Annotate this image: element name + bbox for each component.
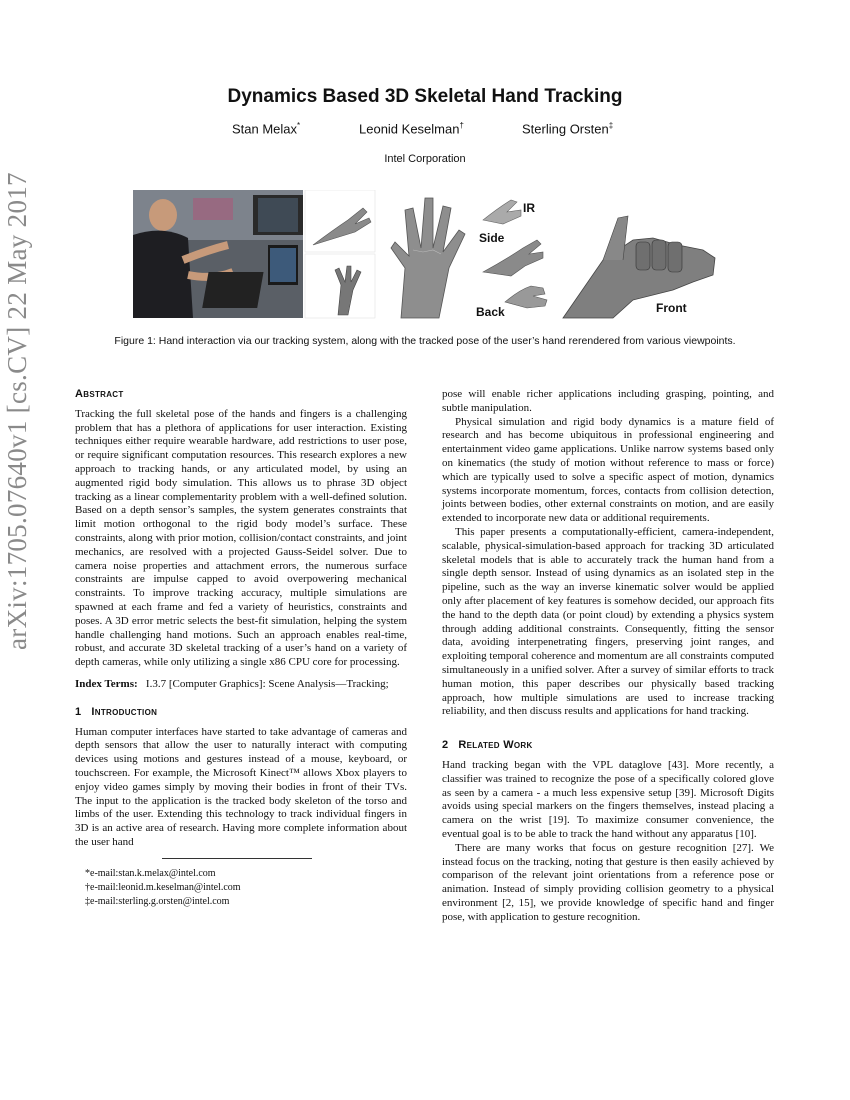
footnote-1: *e-mail:stan.k.melax@intel.com xyxy=(85,867,216,879)
intro-paragraph-3: This paper presents a computationally-efficient, camera-independent, scalable, physical-simulation-based approach for tracking 3D articulated skeletal models that is able to accurately track the human hand from a single depth sensor. Instead of using dynamics as an isolated step in the pipeline, such as the way an inverse kinematic solver would be applied only after placement of key features is somehow decided, our approach fits the hand to the depth data (or point cloud) by extending a physics system through adding additional constraints. Consequently, fitting the sensor data, avoiding interpenetrating fingers, preserving joint ranges, and exploiting temporal coherence and momentum are all constraints computed simultaneously in a unified solver. After a survey of similar efforts to track human motion, this paper describes our physically based tracking approach, how multiple simulations are used to increase tracking reliability, and then discuss results and applications for hand tracking. xyxy=(442,525,774,718)
paper-title: Dynamics Based 3D Skeletal Hand Tracking xyxy=(227,86,623,107)
footnote-3: ‡e-mail:sterling.g.orsten@intel.com xyxy=(85,895,230,907)
author-1: Stan Melax* xyxy=(232,121,301,137)
abstract-text: Tracking the full skeletal pose of the hands and fingers is a challenging problem that has a plethora of applications for user interaction. Existing techniques either require wearable hardware, add restrictions to user pose, or require significant computation resources. This research explores a new approach to tracking hands, or any articulated model, by using an augmented rigid body simulation. This allows us to phrase 3D object tracking as a linear complementarity problem with a well-defined solution. Based on a depth sensor’s samples, the system generates constraints that limit motion orthogonal to the rigid body model’s surface. These constraints, along with prior motion, collision/contact constraints, and joint mechanics, are resolved with a projected Gauss-Seidel solver. Due to camera noise properties and attachment errors, the numerous surface constraints are impulse capped to avoid overpowering mechanical constraints. To improve tracking accuracy, multiple simulations are spawned at each frame and fed a variety of heuristics, constraints and poses. A 3D error metric selects the best-fit simulation, helping the system handle challenging hand motions. Such an approach enables real-time, robust, and accurate 3D skeletal tracking of a user’s hand on a variety of depth cameras, while only utilizing a single x86 CPU core for processing. xyxy=(75,407,407,669)
hand-view-open-large xyxy=(391,198,465,318)
figure-1-hand-tracking-composite xyxy=(133,190,718,320)
arxiv-identifier-stamp: arXiv:1705.07640v1 [cs.CV] 22 May 2017 xyxy=(2,172,32,650)
intro-continuation: pose will enable richer applications including grasping, pointing, and subtle manipulation. xyxy=(442,388,774,414)
introduction-heading: 1 Introduction xyxy=(75,705,158,718)
figure-label-front: Front xyxy=(656,301,687,315)
user-photo xyxy=(133,190,303,318)
figure-caption: Figure 1: Hand interaction via our tracking system, along with the tracked pose of the user’s hand rerendered from various viewpoints. xyxy=(114,335,736,347)
footnote-2: †e-mail:leonid.m.keselman@intel.com xyxy=(85,881,241,893)
footnotes xyxy=(75,867,407,909)
left-column xyxy=(75,388,407,909)
footnote-divider xyxy=(162,858,312,859)
index-terms: Index Terms: I.3.7 [Computer Graphics]: Scene Analysis—Tracking; xyxy=(75,677,389,690)
hand-view-bottom-small xyxy=(305,254,375,318)
author-2: Leonid Keselman† xyxy=(359,121,464,137)
affiliation: Intel Corporation xyxy=(384,153,466,165)
intro-paragraph-2: Physical simulation and rigid body dynamics is a mature field of research and has become ubiquitous in professional engineering and entertainment video game applications. Unlike narrow systems based only on kinematics (the study of motion without reference to mass or force) which are typically used to solve a specific aspect of motion, dynamics systems incorporate momentum, forces, contacts from collision detection, joints between bodies, other external constraints on motion, and are easily extended to incorporate new data or additional requirements. xyxy=(442,415,774,525)
right-column xyxy=(442,388,774,924)
hand-view-side xyxy=(483,240,543,276)
abstract-heading: Abstract xyxy=(75,388,124,400)
related-work-paragraph-2: There are many works that focus on gesture recognition [27]. We instead focus on the tracking, noting that gesture is then easily achieved by comparison of the relevant joint orientations from a reference pose or animation. Instead of simply providing collision geometry to a physical environment [2, 15], we provide knowledge of specific hand and finger pose, with application to gesture recognition. xyxy=(442,841,774,923)
figure-label-ir: IR xyxy=(523,201,535,215)
figure-label-side: Side xyxy=(479,231,505,245)
hand-view-front xyxy=(563,216,715,318)
figure-label-back: Back xyxy=(476,305,505,319)
hand-view-back xyxy=(505,286,547,308)
related-work-paragraph-1: Hand tracking began with the VPL dataglove [43]. More recently, a classifier was trained to recognize the pose of a specifically colored glove as seen by a camera - a much less expensive setup [39]. Microsoft Digits avoids using special markers on the fingers themselves, instead placing a camera on the wrist [19]. To maximize consumer convenience, the eventual goal is to be able to track the hand without any apparatus [10]. xyxy=(442,758,774,840)
hand-view-top-small xyxy=(305,190,375,252)
related-work-heading: 2 Related Work xyxy=(442,739,533,752)
author-3: Sterling Orsten‡ xyxy=(522,121,614,137)
introduction-text: Human computer interfaces have started to take advantage of cameras and depth sensors that allow the user to naturally interact with computing devices using motions and gestures instead of a mouse, keyboard, or touchscreen. For example, the Microsoft Kinect™ allows Xbox players to enjoy video games simply by moving their bodies in front of their TVs. The input to the application is the tracked body skeleton of the torso and limbs of the user. Extending this technology to track individual fingers in 3D is an active area of research. Having more complete information about the user hand xyxy=(75,725,407,848)
